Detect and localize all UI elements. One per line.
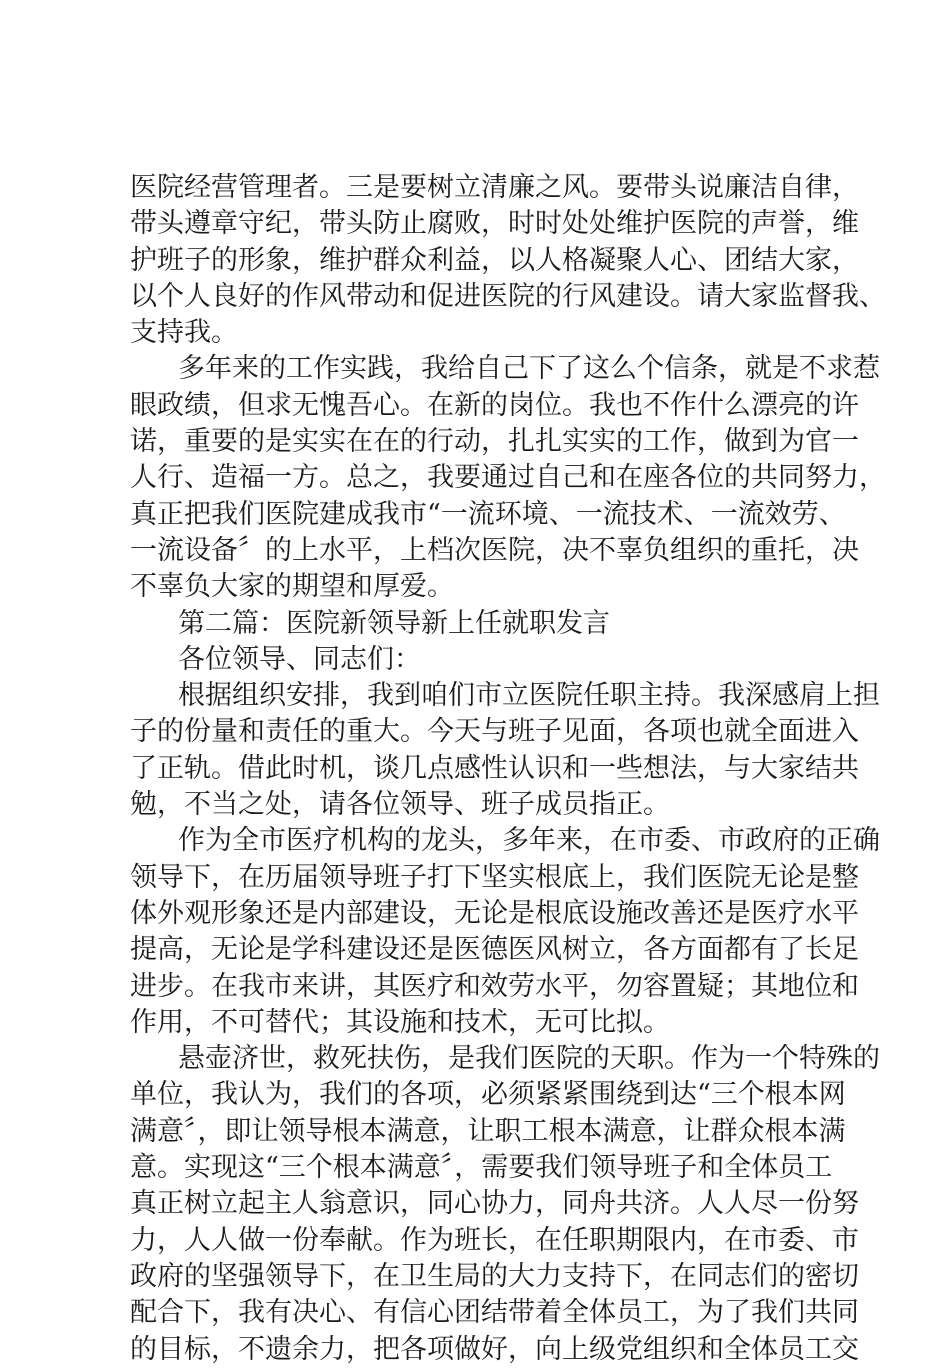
- text-line: 提高，无论是学科建设还是医德医风树立，各方面都有了长足: [130, 934, 859, 966]
- text-line: 进步。在我市来讲，其医疗和效劳水平，勿容置疑；其地位和: [130, 970, 859, 1002]
- text-line: 勉，不当之处，请各位领导、班子成员指正。: [130, 789, 670, 821]
- text-line: 单位，我认为，我们的各项，必须紧紧围绕到达“三个根本网: [130, 1079, 846, 1111]
- text-line: 多年来的工作实践，我给自己下了这么个信条，就是不求惹: [178, 353, 880, 385]
- text-line: 第二篇：医院新领导新上任就职发言: [178, 607, 610, 639]
- text-line: 子的份量和责任的重大。今天与班子见面，各项也就全面进入: [130, 716, 859, 748]
- text-line: 满意〞，即让领导根本满意，让职工根本满意，让群众根本满: [130, 1115, 846, 1147]
- text-line: 政府的坚强领导下，在卫生局的大力支持下，在同志们的密切: [130, 1260, 859, 1292]
- text-line: 的目标，不遗余力，把各项做好，向上级党组织和全体员工交: [130, 1333, 859, 1365]
- text-line: 意。实现这“三个根本满意〞，需要我们领导班子和全体员工: [130, 1152, 833, 1184]
- text-line: 作为全市医疗机构的龙头，多年来，在市委、市政府的正确: [178, 825, 880, 857]
- text-line: 支持我。: [130, 317, 238, 349]
- text-line: 配合下，我有决心、有信心团结带着全体员工，为了我们共同: [130, 1297, 859, 1329]
- text-line: 力，人人做一份奉献。作为班长，在任职期限内，在市委、市: [130, 1224, 859, 1256]
- text-line: 真正把我们医院建成我市“一流环境、一流技术、一流效劳、: [130, 498, 846, 530]
- text-line: 以个人良好的作风带动和促进医院的行风建设。请大家监督我、: [130, 280, 886, 312]
- text-line: 作用，不可替代；其设施和技术，无可比拟。: [130, 1006, 670, 1038]
- text-line: 医院经营管理者。三是要树立清廉之风。要带头说廉洁自律，: [130, 172, 859, 203]
- document-body: [130, 170, 886, 1368]
- text-line: 护班子的形象，维护群众利益，以人格凝聚人心、团结大家，: [130, 244, 859, 276]
- text-line: 不辜负大家的期望和厚爱。: [130, 571, 454, 603]
- text-line: 领导下，在历届领导班子打下坚实根底上，我们医院无论是整: [130, 861, 859, 893]
- text-line: 带头遵章守纪，带头防止腐败，时时处处维护医院的声誉，维: [130, 208, 859, 240]
- text-line: 诺，重要的是实实在在的行动，扎扎实实的工作，做到为官一: [130, 426, 859, 458]
- text-line: 真正树立起主人翁意识，同心协力，同舟共济。人人尽一份努: [130, 1188, 859, 1220]
- text-line: 各位领导、同志们：: [178, 643, 421, 675]
- text-line: 体外观形象还是内部建设，无论是根底设施改善还是医疗水平: [130, 897, 859, 929]
- text-line: 眼政绩，但求无愧吾心。在新的岗位。我也不作什么漂亮的许: [130, 389, 859, 421]
- text-line: 根据组织安排，我到咱们市立医院任职主持。我深感肩上担: [178, 680, 880, 712]
- text-line: 了正轨。借此时机，谈几点感性认识和一些想法，与大家结共: [130, 752, 859, 784]
- text-line: 人行、造福一方。总之，我要通过自己和在座各位的共同努力，: [130, 462, 886, 494]
- text-line: 一流设备〞的上水平，上档次医院，决不辜负组织的重托，决: [130, 534, 859, 566]
- text-line: 悬壶济世，救死扶伤，是我们医院的天职。作为一个特殊的: [178, 1043, 880, 1075]
